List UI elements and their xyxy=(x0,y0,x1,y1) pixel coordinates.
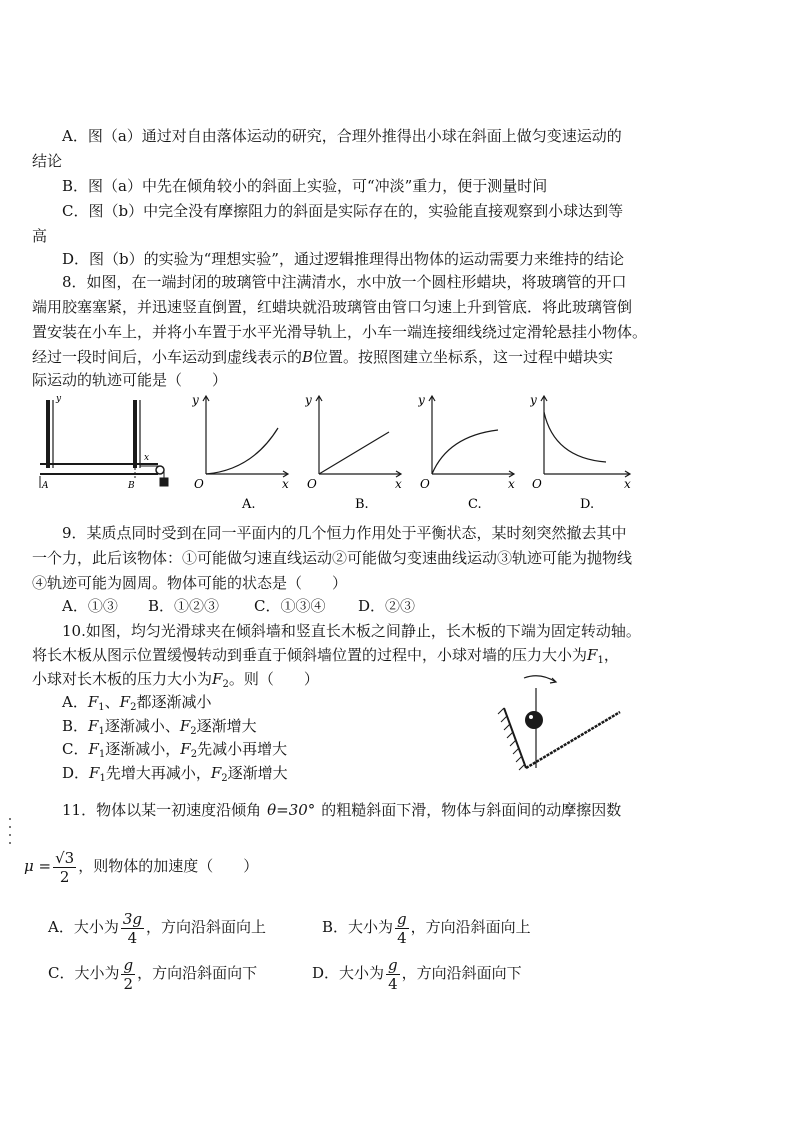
apparatus-a-label: A xyxy=(42,481,49,491)
q10-option-a[interactable]: A．$F_1$、$F_2$都逐渐减小 xyxy=(62,693,212,713)
q7-option-d: D．图（b）的实验为“理想实验”，通过逻辑推理得出物体的运动需要力来维持的结论 xyxy=(62,250,624,268)
graph-c-label: C. xyxy=(468,497,482,512)
svg-text:O: O xyxy=(194,477,204,491)
svg-text:O: O xyxy=(420,477,430,491)
q10-option-d[interactable]: D．$F_1$先增大再减小，$F_2$逐渐增大 xyxy=(62,764,288,784)
q9-option-d[interactable]: D．②③ xyxy=(358,597,416,615)
svg-text:y: y xyxy=(530,393,537,407)
graph-d-label: D. xyxy=(580,497,595,512)
q11-option-c[interactable]: C．大小为 $\frac{g}{2}$ ，方向沿斜面向下 xyxy=(48,955,258,993)
graph-b-label: B. xyxy=(355,497,369,512)
q9-stem-line3: ④轨迹可能为圆周。物体可能的状态是（ ） xyxy=(32,574,348,592)
svg-text:x: x xyxy=(624,477,631,491)
q10-stem-line2: 将长木板从图示位置缓慢转动到垂直于倾斜墙位置的过程中，小球对墙的压力大小为$F_1$， xyxy=(32,646,619,666)
q8-graph-b[interactable] xyxy=(305,392,405,512)
trajectory-curve-d xyxy=(544,412,606,462)
svg-text:O: O xyxy=(307,477,317,491)
q7-option-c-line2: 高 xyxy=(32,227,48,245)
q7-option-b: B．图（a）中先在倾角较小的斜面上实验，可“冲淡”重力，便于测量时间 xyxy=(62,177,548,195)
q10-option-b[interactable]: B．$F_1$逐渐减小、$F_2$逐渐增大 xyxy=(62,717,257,737)
q9-option-b[interactable]: B．①②③ xyxy=(148,597,220,615)
svg-text:y: y xyxy=(192,393,199,407)
svg-text:x: x xyxy=(395,477,402,491)
q10-stem-line3: 小球对长木板的压力大小为$F_2$。则（ ） xyxy=(32,670,319,690)
svg-text:y: y xyxy=(418,393,425,407)
q11-option-d[interactable]: D．大小为 $\frac{g}{4}$ ，方向沿斜面向下 xyxy=(312,955,522,993)
q11-stem-line1: 11．物体以某一初速度沿倾角 θ=30° 的粗糙斜面下滑，物体与斜面间的动摩擦因数 xyxy=(62,801,622,819)
q11-stem-line2: μ = $\frac{√3}{2}$ ，则物体的加速度（ ） xyxy=(24,848,259,886)
scan-artifact xyxy=(9,818,11,820)
pulley xyxy=(156,466,164,474)
scan-artifact xyxy=(9,834,11,836)
q10-option-c[interactable]: C．$F_1$逐渐减小，$F_2$先减小再增大 xyxy=(62,740,288,760)
q10-figure xyxy=(494,668,644,780)
hanging-mass xyxy=(160,478,168,486)
q7-option-a-line2: 结论 xyxy=(32,152,63,170)
trajectory-line-b xyxy=(319,432,389,474)
scan-artifact xyxy=(9,842,11,844)
q9-stem-line1: 9．某质点同时受到在同一平面内的几个恒力作用处于平衡状态，某时刻突然撤去其中 xyxy=(62,524,627,542)
svg-text:O: O xyxy=(532,477,542,491)
apparatus-y-label: y xyxy=(56,394,62,404)
scan-artifact xyxy=(9,826,11,828)
q10-stem-line1: 10.如图，均匀光滑球夹在倾斜墙和竖直长木板之间静止，长木板的下端为固定转动轴。 xyxy=(62,622,641,640)
apparatus-b-label: B xyxy=(128,481,135,491)
q8-stem-line1: 8．如图，在一端封闭的玻璃管中注满清水，水中放一个圆柱形蜡块，将玻璃管的开口 xyxy=(62,273,627,291)
q8-stem-line4: 经过一段时间后，小车运动到虚线表示的B位置。按照图建立坐标系，这一过程中蜡块实 xyxy=(32,348,614,366)
apparatus-x-label: x xyxy=(144,453,150,463)
svg-text:x: x xyxy=(282,477,289,491)
smooth-ball xyxy=(525,711,543,729)
q8-stem-line5: 际运动的轨迹可能是（ ） xyxy=(32,371,228,389)
trajectory-curve-a xyxy=(206,428,278,474)
q9-option-a[interactable]: A．①③ xyxy=(62,597,118,615)
q11-option-b[interactable]: B．大小为 $\frac{g}{4}$ ，方向沿斜面向上 xyxy=(322,909,531,947)
q8-graph-c[interactable] xyxy=(418,392,518,512)
q8-apparatus-figure xyxy=(36,392,170,492)
q8-stem-line2: 端用胶塞塞紧，并迅速竖直倒置，红蜡块就沿玻璃管由管口匀速上升到管底．将此玻璃管倒 xyxy=(32,298,633,316)
wall-hatching xyxy=(498,708,525,770)
q9-option-c[interactable]: C．①③④ xyxy=(254,597,326,615)
svg-text:y: y xyxy=(305,393,312,407)
trajectory-curve-c xyxy=(432,430,498,474)
q7-option-a-line1: A．图（a）通过对自由落体运动的研究，合理外推得出小球在斜面上做匀变速运动的 xyxy=(62,127,622,145)
q11-option-a[interactable]: A．大小为 $\frac{3g}{4}$ ，方向沿斜面向上 xyxy=(48,909,267,947)
graph-a-label: A. xyxy=(242,497,256,512)
q8-stem-line3: 置安装在小车上，并将小车置于水平光滑导轨上，小车一端连接细线绕过定滑轮悬挂小物体。 xyxy=(32,323,648,341)
q9-stem-line2: 一个力，此后该物体：①可能做匀速直线运动②可能做匀变速曲线运动③轨迹可能为抛物线 xyxy=(32,549,633,567)
q8-graph-d[interactable] xyxy=(530,392,634,512)
q8-graph-a[interactable] xyxy=(192,392,292,512)
svg-text:x: x xyxy=(508,477,515,491)
rotation-arrow xyxy=(524,676,556,682)
q7-option-c-line1: C．图（b）中完全没有摩擦阻力的斜面是实际存在的，实验能直接观察到小球达到等 xyxy=(62,202,624,220)
